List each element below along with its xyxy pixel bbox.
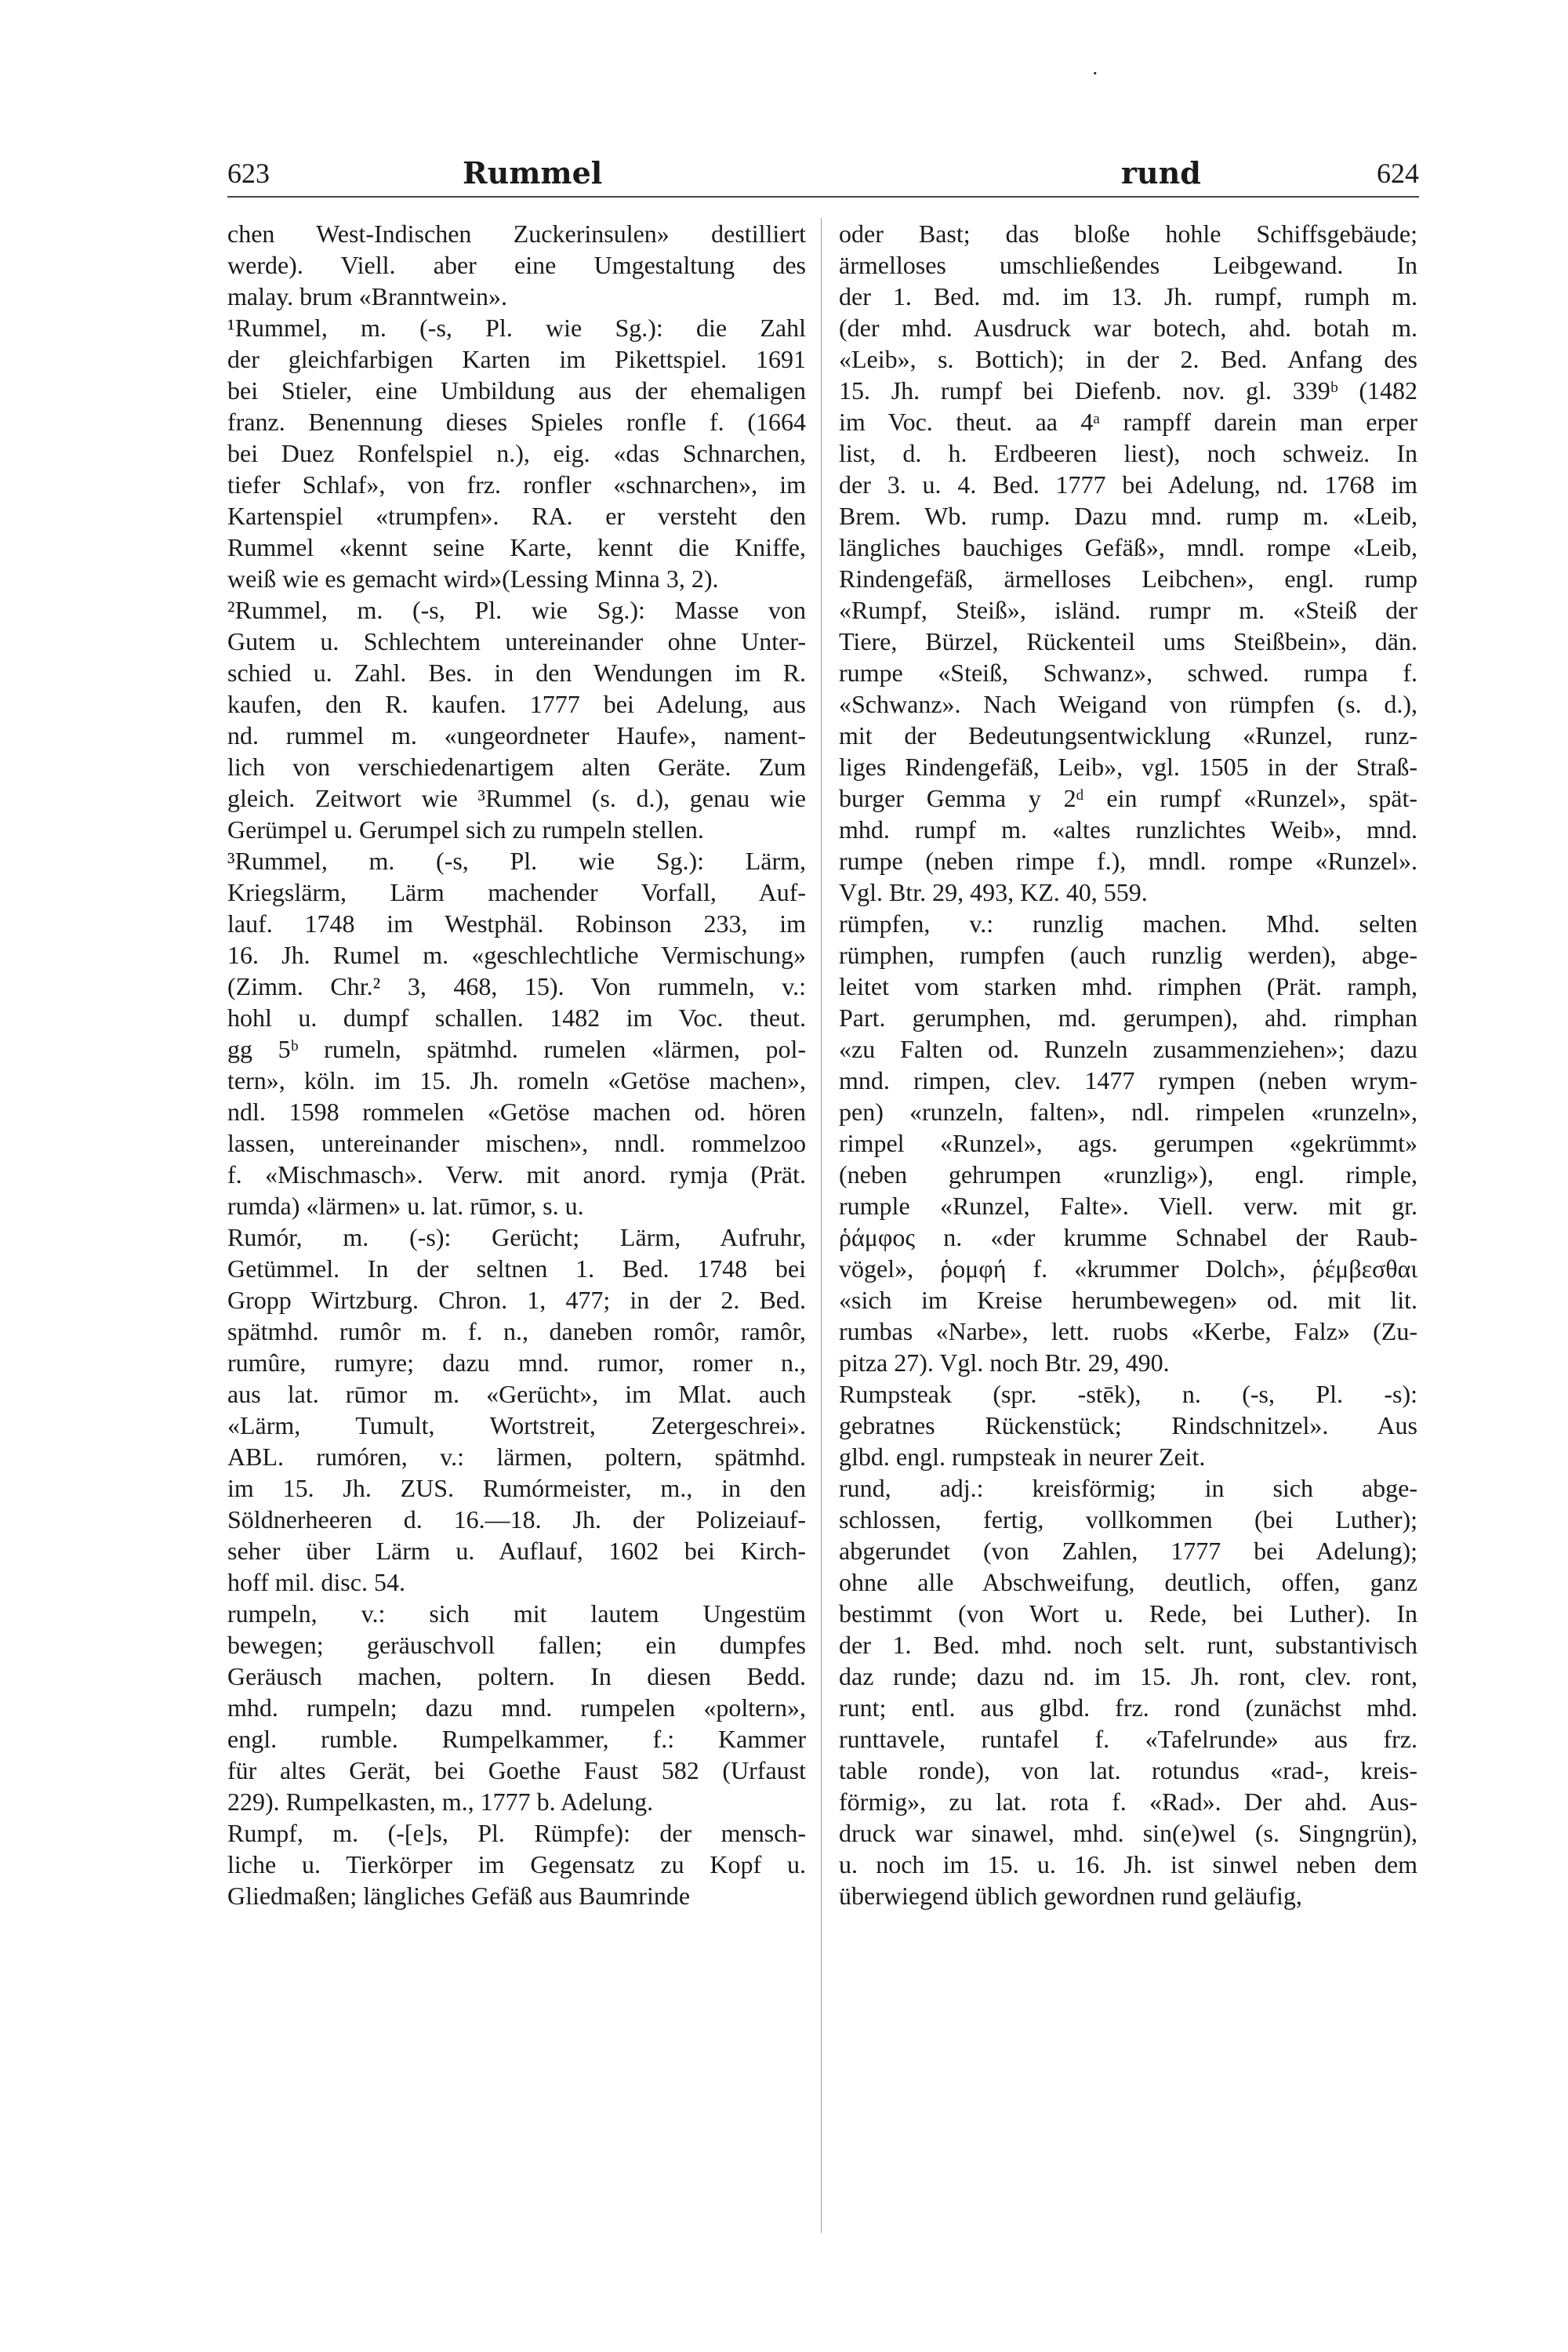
text-line: rund, adj.: kreisförmig; in sich abge- (839, 1474, 1417, 1502)
text-line: Vgl. Btr. 29, 493, KZ. 40, 559. (839, 878, 1148, 906)
text-line: mnd. rimpen, clev. 1477 rympen (neben wrym- (839, 1066, 1417, 1094)
text-line: malay. brum «Branntwein». (227, 282, 507, 310)
text-line: nd. rummel m. «ungeordneter Haufe», nament- (227, 721, 806, 750)
text-line: mit der Bedeutungsentwicklung «Runzel, runz- (839, 721, 1417, 750)
text-line: Kartenspiel «trumpfen». RA. er versteht den (227, 502, 806, 530)
text-line: f. «Mischmasch». Verw. mit anord. rymja (Prät. (227, 1160, 806, 1189)
right-page-number: 624 (1377, 158, 1419, 189)
text-line: rumbas «Narbe», lett. ruobs «Kerbe, Falz» (Zu- (839, 1317, 1417, 1345)
text-line: gg 5ᵇ rumeln, spätmhd. rumelen «lärmen, pol- (227, 1035, 806, 1063)
text-line: ABL. rumóren, v.: lärmen, poltern, spätmhd. (227, 1443, 806, 1471)
text-line: für altes Gerät, bei Goethe Faust 582 (Urfaust (227, 1756, 806, 1784)
text-line: mhd. rumpeln; dazu mnd. rumpelen «poltern», (227, 1693, 806, 1722)
left-page-number: 623 (227, 158, 270, 189)
text-line: table ronde), von lat. rotundus «rad-, kreis- (839, 1756, 1417, 1784)
text-line: 15. Jh. rumpf bei Diefenb. nov. gl. 339ᵇ (1482 (839, 376, 1417, 405)
text-line: der gleichfarbigen Karten im Pikettspiel. 1691 (227, 345, 806, 373)
text-line: bei Stieler, eine Umbildung aus der ehemaligen (227, 376, 806, 405)
text-line: rümpfen, v.: runzlig machen. Mhd. selten (839, 909, 1417, 938)
text-line: runt; entl. aus glbd. frz. rond (zunächst mhd. (839, 1693, 1417, 1722)
text-line: bei Duez Ronfelspiel n.), eig. «das Schnarchen, (227, 439, 806, 467)
text-line: ohne alle Abschweifung, deutlich, offen, ganz (839, 1568, 1417, 1596)
header-rule (227, 196, 1419, 198)
text-line: runttavele, runtafel f. «Tafelrunde» aus frz. (839, 1725, 1417, 1753)
text-line: liges Rindengefäß, Leib», vgl. 1505 in der Straß- (839, 753, 1417, 781)
text-line: «Schwanz». Nach Weigand von rümpfen (s. d.), (839, 690, 1417, 718)
text-line: franz. Benennung dieses Spieles ronfle f. (1664 (227, 408, 806, 436)
text-line: Kriegslärm, Lärm machender Vorfall, Auf- (227, 878, 806, 906)
text-line: rümphen, rumpfen (auch runzlig werden), abge- (839, 941, 1417, 969)
text-line: gleich. Zeitwort wie ³Rummel (s. d.), genau wie (227, 784, 806, 812)
text-line: Rumpf, m. (-[e]s, Pl. Rümpfe): der mensch- (227, 1819, 806, 1847)
text-line: rimpel «Runzel», ags. gerumpen «gekrümmt» (839, 1129, 1417, 1157)
text-line: Gliedmaßen; längliches Gefäß aus Baumrinde (227, 1882, 691, 1910)
text-line: der 1. Bed. md. im 13. Jh. rumpf, rumph m. (839, 282, 1417, 310)
text-line: lassen, untereinander mischen», nndl. rommelzoo (227, 1129, 806, 1157)
text-line: Rumpsteak (spr. -stēk), n. (-s, Pl. -s): (839, 1380, 1417, 1408)
text-line: längliches bauchiges Gefäß», mndl. rompe «Leib, (839, 533, 1417, 561)
text-line: rumda) «lärmen» u. lat. rūmor, s. u. (227, 1192, 584, 1220)
text-line: rumûre, rumyre; dazu mnd. rumor, romer n., (227, 1348, 806, 1377)
text-line: der 3. u. 4. Bed. 1777 bei Adelung, nd. 1768 im (839, 470, 1417, 499)
text-line: bewegen; geräuschvoll fallen; ein dumpfes (227, 1631, 806, 1659)
text-line: «sich im Kreise herumbewegen» od. mit lit. (839, 1286, 1417, 1314)
text-line: im 15. Jh. ZUS. Rumórmeister, m., in den (227, 1474, 806, 1502)
text-line: «zu Falten od. Runzeln zusammenziehen»; dazu (839, 1035, 1417, 1063)
text-line: leitet vom starken mhd. rimphen (Prät. ramph, (839, 972, 1417, 1000)
text-line: schied u. Zahl. Bes. in den Wendungen im R. (227, 659, 806, 687)
text-line: vögel», ῥομφή f. «krummer Dolch», ῥέμβεσθαι (839, 1254, 1417, 1283)
text-line: Rummel «kennt seine Karte, kennt die Kniffe, (227, 533, 806, 561)
page-speck: · (1092, 63, 1098, 85)
text-line: förmig», zu lat. rota f. «Rad». Der ahd. Aus- (839, 1788, 1417, 1816)
text-line: list, d. h. Erdbeeren liest), noch schweiz. In (839, 439, 1417, 467)
text-line: Rindengefäß, ärmelloses Leibchen», engl. rump (839, 564, 1417, 593)
text-line: «Leib», s. Bottich); in der 2. Bed. Anfang des (839, 345, 1417, 373)
text-line: Tiere, Bürzel, Rückenteil ums Steißbein», dän. (839, 627, 1417, 655)
text-line: der 1. Bed. mhd. noch selt. runt, substantivisch (839, 1631, 1417, 1659)
left-running-head: Rummel (463, 155, 603, 191)
text-line: Getümmel. In der seltnen 1. Bed. 1748 bei (227, 1254, 806, 1283)
text-line: rumple «Runzel, Falte». Viell. verw. mit gr. (839, 1192, 1417, 1220)
text-line: hohl u. dumpf schallen. 1482 im Voc. theut. (227, 1004, 806, 1032)
text-line: gebratnes Rückenstück; Rindschnitzel». Aus (839, 1411, 1417, 1439)
text-line: liche u. Tierkörper im Gegensatz zu Kopf u. (227, 1850, 806, 1878)
text-line: weiß wie es gemacht wird»(Lessing Minna 3, 2). (227, 564, 719, 593)
column-divider (821, 218, 822, 2233)
text-line: mhd. rumpf m. «altes runzlichtes Weib», mnd. (839, 815, 1417, 844)
text-line: im Voc. theut. aa 4ᵃ rampff darein man erper (839, 408, 1417, 436)
text-line: (der mhd. Ausdruck war botech, ahd. botah m. (839, 314, 1417, 342)
right-running-head: rund (1121, 155, 1201, 191)
text-line: druck war sinawel, mhd. sin(e)wel (s. Singngrün), (839, 1819, 1417, 1847)
text-line: aus lat. rūmor m. «Gerücht», im Mlat. auch (227, 1380, 806, 1408)
text-line: burger Gemma y 2ᵈ ein rumpf «Runzel», spät- (839, 784, 1417, 812)
text-line: werde). Viell. aber eine Umgestaltung des (227, 251, 806, 279)
left-column (227, 218, 806, 1911)
text-line: spätmhd. rumôr m. f. n., daneben romôr, ramôr, (227, 1317, 806, 1345)
text-line: hoff mil. disc. 54. (227, 1568, 405, 1596)
text-line: 16. Jh. Rumel m. «geschlechtliche Vermischung» (227, 941, 806, 969)
text-line: ärmelloses umschließendes Leibgewand. In (839, 251, 1417, 279)
text-line: ¹Rummel, m. (-s, Pl. wie Sg.): die Zahl (227, 314, 806, 342)
text-line: rumpe «Steiß, Schwanz», schwed. rumpa f. (839, 659, 1417, 687)
text-line: Part. gerumphen, md. gerumpen), ahd. rimphan (839, 1004, 1417, 1032)
text-line: (Zimm. Chr.² 3, 468, 15). Von rummeln, v.: (227, 972, 806, 1000)
text-line: kaufen, den R. kaufen. 1777 bei Adelung, aus (227, 690, 806, 718)
text-line: ndl. 1598 rommelen «Getöse machen od. hören (227, 1098, 806, 1126)
text-line: Gropp Wirtzburg. Chron. 1, 477; in der 2. Bed. (227, 1286, 806, 1314)
text-line: ³Rummel, m. (-s, Pl. wie Sg.): Lärm, (227, 847, 806, 875)
text-line: chen West-Indischen Zuckerinsulen» destilliert (227, 220, 806, 248)
text-line: ²Rummel, m. (-s, Pl. wie Sg.): Masse von (227, 596, 806, 624)
text-line: daz runde; dazu nd. im 15. Jh. ront, clev. ront, (839, 1662, 1417, 1690)
text-line: rumpeln, v.: sich mit lautem Ungestüm (227, 1599, 806, 1628)
text-line: Geräusch machen, poltern. In diesen Bedd. (227, 1662, 806, 1690)
text-line: rumpe (neben rimpe f.), mndl. rompe «Runzel». (839, 847, 1417, 875)
text-line: seher über Lärm u. Auflauf, 1602 bei Kirch- (227, 1537, 806, 1565)
text-line: u. noch im 15. u. 16. Jh. ist sinwel neben dem (839, 1850, 1417, 1878)
text-line: lauf. 1748 im Westphäl. Robinson 233, im (227, 909, 806, 938)
text-line: ῥάμφος n. «der krumme Schnabel der Raub- (839, 1223, 1417, 1251)
text-line: engl. rumble. Rumpelkammer, f.: Kammer (227, 1725, 806, 1753)
text-line: pitza 27). Vgl. noch Btr. 29, 490. (839, 1348, 1170, 1377)
text-line: Gerümpel u. Gerumpel sich zu rumpeln stellen. (227, 815, 704, 844)
text-line: schlossen, fertig, vollkommen (bei Luther); (839, 1505, 1417, 1534)
text-line: Rumór, m. (-s): Gerücht; Lärm, Aufruhr, (227, 1223, 806, 1251)
text-line: «Lärm, Tumult, Wortstreit, Zetergeschrei». (227, 1411, 806, 1439)
text-line: abgerundet (von Zahlen, 1777 bei Adelung); (839, 1537, 1417, 1565)
text-line: Brem. Wb. rump. Dazu mnd. rump m. «Leib, (839, 502, 1417, 530)
text-line: tiefer Schlaf», von frz. ronfler «schnarchen», im (227, 470, 806, 499)
text-line: pen) «runzeln, falten», ndl. rimpelen «runzeln», (839, 1098, 1417, 1126)
text-line: überwiegend üblich gewordnen rund geläufig, (839, 1882, 1302, 1910)
text-line: oder Bast; das bloße hohle Schiffsgebäude; (839, 220, 1417, 248)
text-line: lich von verschiedenartigem alten Geräte. Zum (227, 753, 806, 781)
right-column (839, 218, 1417, 1911)
text-line: (neben gehrumpen «runzlig»), engl. rimple, (839, 1160, 1417, 1189)
text-line: glbd. engl. rumpsteak in neurer Zeit. (839, 1443, 1206, 1471)
text-line: Söldnerheeren d. 16.—18. Jh. der Polizeiauf- (227, 1505, 806, 1534)
text-line: Gutem u. Schlechtem untereinander ohne Unter- (227, 627, 806, 655)
text-line: tern», köln. im 15. Jh. romeln «Getöse machen», (227, 1066, 806, 1094)
text-line: «Rumpf, Steiß», isländ. rumpr m. «Steiß der (839, 596, 1417, 624)
text-line: 229). Rumpelkasten, m., 1777 b. Adelung. (227, 1788, 654, 1816)
text-line: bestimmt (von Wort u. Rede, bei Luther). In (839, 1599, 1417, 1628)
page-header (227, 155, 1419, 194)
